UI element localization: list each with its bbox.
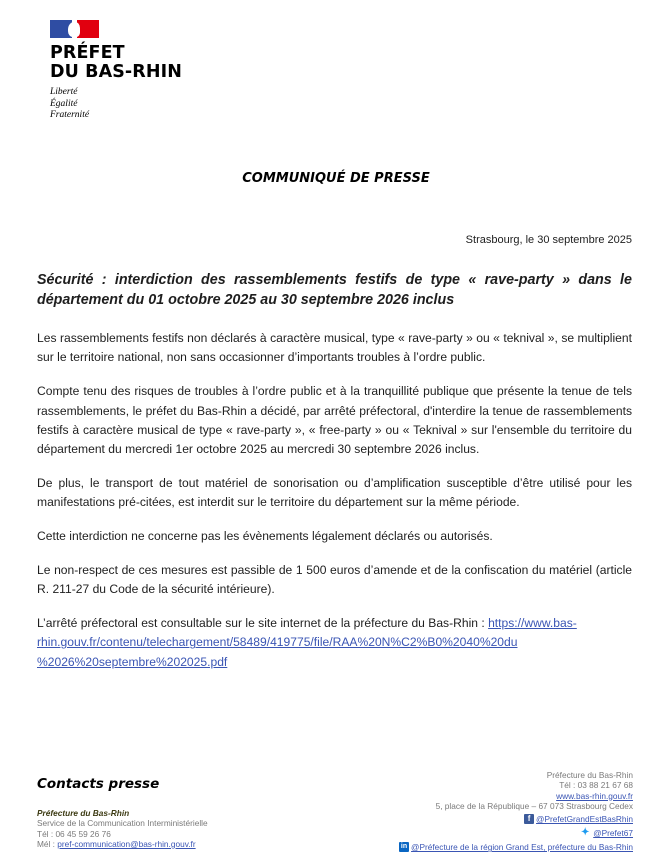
linkedin-icon: in <box>400 843 408 851</box>
linkedin-row <box>399 841 633 853</box>
prefet-logo <box>50 20 182 122</box>
press-release-title: Sécurité : interdiction des rassemblements festifs de type « rave-party » dans le département du 01 octobre 2025 au 30 septembre 2026 inclus <box>37 272 632 308</box>
twitter-bird-icon: ✦ <box>581 827 590 839</box>
arrete-text: L’arrêté préfectoral est consultable sur le site internet de la préfecture du Bas-Rhin : <box>37 616 489 631</box>
contact-org: Préfecture du Bas-Rhin <box>37 808 130 818</box>
contact-phone: Tél : 06 45 59 26 76 <box>37 828 111 839</box>
paragraph: Les rassemblements festifs non déclarés à caractère musical, type « rave-party » ou « teknival », se multiplient sur le territoire national, non sans occasionner d’importants troubles à l’ordre public. <box>37 331 632 365</box>
prefecture-address: 5, place de la République – 67 073 Strasbourg Cedex <box>435 800 633 811</box>
document-heading: COMMUNIQUÉ DE PRESSE <box>242 171 430 186</box>
paragraph-arrete <box>37 614 632 672</box>
paragraph: Cette interdiction ne concerne pas les évènements légalement déclarés ou autorisés. <box>37 528 493 543</box>
twitter-row <box>399 827 633 839</box>
website-link[interactable]: www.bas-rhin.gouv.fr <box>556 790 633 801</box>
contact-mail-line <box>37 839 208 849</box>
paragraph: Le non-respect de ces mesures est passible de 1 500 euros d’amende et de la confiscation du matériel (article R. 211-27 du Code de la sécurité intérieure). <box>37 562 632 597</box>
motto-liberte: Liberté <box>50 87 78 97</box>
contact-service: Service de la Communication Interministérielle <box>37 818 208 829</box>
paragraph: De plus, le transport de tout matériel de sonorisation ou d’amplification susceptible d’être utilisé pour les manifestations pré-citées, est interdit sur le territoire du département sur la même période. <box>37 476 632 510</box>
arrete-pdf-link[interactable]: https://www.bas-rhin.gouv.fr/contenu/telechargement/58489/419775/file/RAA%20N%C2%B0%2040%20du %2026%20septembre%202025.pdf <box>37 616 577 669</box>
press-contact-block <box>37 808 208 849</box>
contact-email-link[interactable]: pref-communication@bas-rhin.gouv.fr <box>57 838 196 849</box>
facebook-icon: f <box>524 814 534 824</box>
facebook-row <box>399 813 633 825</box>
mail-label: Mél : <box>37 838 58 849</box>
prefecture-name: Préfecture du Bas-Rhin <box>546 770 633 780</box>
document-date: Strasbourg, le 30 septembre 2025 <box>465 234 632 246</box>
linkedin-link[interactable]: @Préfecture de la région Grand Est, préfecture du Bas-Rhin <box>411 842 633 853</box>
paragraph: Compte tenu des risques de troubles à l’ordre public et à la tranquillité publique que présente la tenue de tels rassemblements, le préfet du Bas-Rhin a décidé, par arrêté préfectoral, d'interdire la tenue de rassemblements festifs à caractère musical de type « rave-party », « free-party » ou « Teknival » sur l'ensemble du territoire du département du mercredi 1er octobre 2025 au mercredi 30 septembre 2026 inclus. <box>37 384 632 457</box>
prefecture-phone: Tél : 03 88 21 67 68 <box>559 780 633 791</box>
marianne-flag-icon <box>50 20 99 38</box>
logo-title-line2: DU BAS-RHIN <box>50 62 182 82</box>
document-body <box>37 270 632 672</box>
facebook-link[interactable]: @PrefetGrandEstBasRhin <box>536 814 633 825</box>
logo-title-line1: PRÉFET <box>50 43 125 63</box>
prefecture-contact-block <box>399 770 633 853</box>
motto-fraternite: Fraternité <box>50 110 90 120</box>
republic-motto <box>50 87 182 122</box>
motto-egalite: Égalité <box>50 98 78 109</box>
twitter-link[interactable]: @Prefet67 <box>593 828 633 839</box>
contacts-title: Contacts presse <box>37 776 160 792</box>
